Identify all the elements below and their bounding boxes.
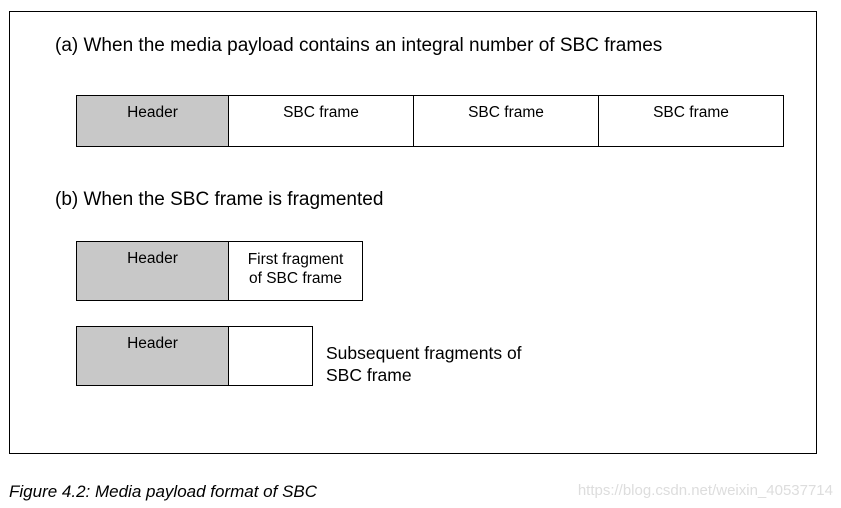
section-a-sbc-frame-label: SBC frame [653,104,729,121]
subsequent-fragment-cell [228,326,313,386]
section-b-second-header-label: Header [127,335,178,352]
section-b-heading: (b) When the SBC frame is fragmented [55,189,384,210]
section-a-header-cell [76,95,229,147]
section-b-first-header-label: Header [127,250,178,267]
subsequent-fragments-line1: Subsequent fragments of [326,343,522,363]
section-a-sbc-frame-cell [413,95,599,147]
subsequent-fragments-line2: SBC frame [326,365,412,385]
section-a-header-label: Header [127,104,178,121]
section-a-sbc-frame-cell [598,95,784,147]
figure-caption: Figure 4.2: Media payload format of SBC [9,482,318,501]
section-a-heading: (a) When the media payload contains an integral number of SBC frames [55,35,663,56]
first-fragment-label-line1: First fragment [247,251,344,268]
section-b-first-header-cell [76,241,229,301]
diagram-border [9,11,817,454]
first-fragment-cell [228,241,363,301]
section-a-sbc-frame-label: SBC frame [468,104,544,121]
section-a-sbc-frame-cell [228,95,414,147]
section-b-second-header-cell [76,326,229,386]
first-fragment-label-line2: of SBC frame [248,270,343,287]
section-a-sbc-frame-label: SBC frame [283,104,359,121]
subsequent-fragments-text [326,342,522,386]
watermark-text: https://blog.csdn.net/weixin_40537714 [577,482,833,499]
